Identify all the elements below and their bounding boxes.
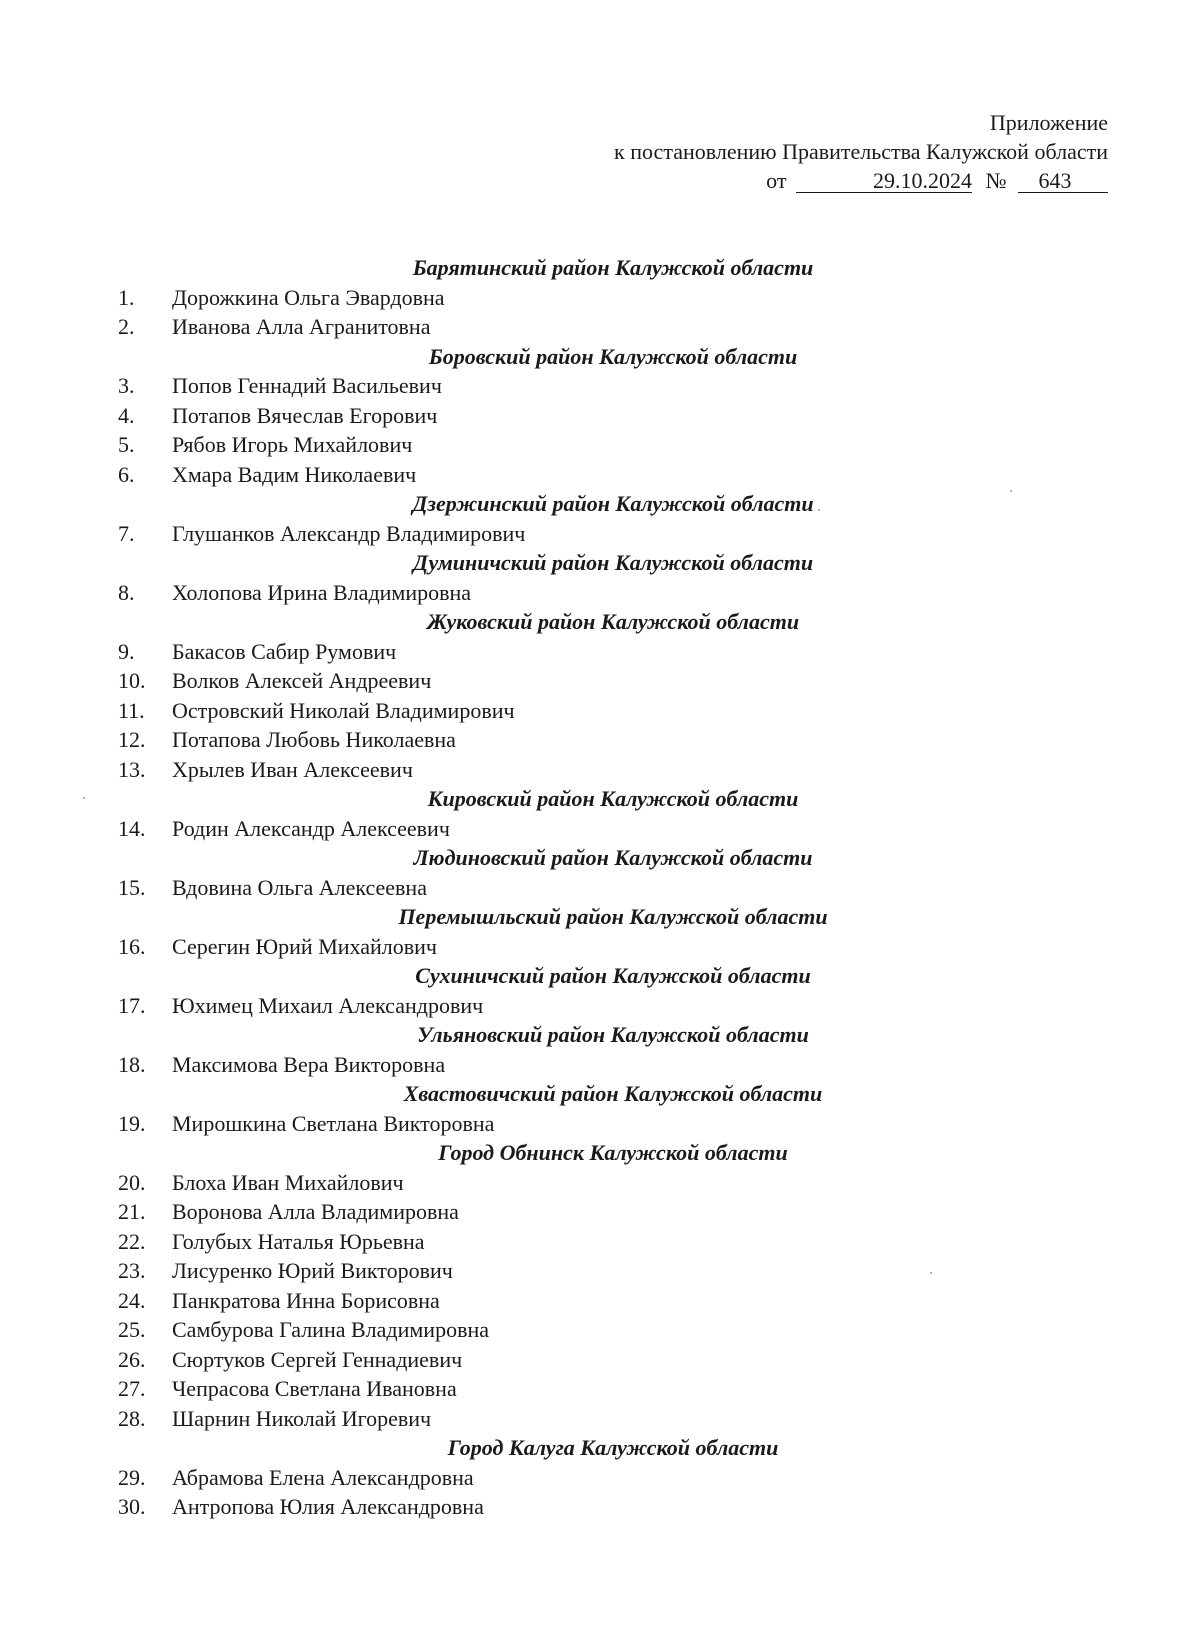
item-number: 3. xyxy=(118,373,135,398)
district-heading: Город Обнинск Калужской области xyxy=(438,1140,788,1165)
list-item xyxy=(118,1404,1018,1434)
item-number: 6. xyxy=(118,461,135,487)
decree-reference: к постановлению Правительства Калужской области xyxy=(614,139,1108,164)
item-number: 27. xyxy=(118,1376,146,1401)
district-heading: Людиновский район Калужской области xyxy=(413,845,813,870)
district-heading: Боровский район Калужской области xyxy=(428,343,798,369)
item-number: 26. xyxy=(118,1346,146,1372)
list-item xyxy=(118,1286,1018,1316)
person-name: Максимова Вера Викторовна xyxy=(172,1051,446,1077)
item-number: 18. xyxy=(118,1051,146,1077)
person-name: Потапов Вячеслав Егорович xyxy=(172,402,438,428)
item-number: 7. xyxy=(118,520,135,546)
person-name: Лисуренко Юрий Викторович xyxy=(172,1258,453,1283)
list-item xyxy=(118,814,1018,844)
person-name: Волков Алексей Андреевич xyxy=(172,668,432,693)
list-item xyxy=(118,519,1018,549)
district-heading: Думиничский район Калужской области xyxy=(412,550,814,575)
item-number: 21. xyxy=(118,1199,146,1224)
person-name: Самбурова Галина Владимировна xyxy=(172,1317,490,1342)
person-name: Островский Николай Владимирович xyxy=(172,697,515,723)
list-item xyxy=(118,932,1018,962)
list-item xyxy=(118,1227,1018,1257)
item-number: 11. xyxy=(118,697,145,723)
person-name: Попов Геннадий Васильевич xyxy=(172,373,442,398)
person-name: Потапова Любовь Николаевна xyxy=(172,727,456,752)
list-item xyxy=(118,1463,1018,1493)
district-heading: Дзержинский район Калужской области xyxy=(412,491,814,516)
list-item xyxy=(118,725,1018,755)
item-number: 22. xyxy=(118,1228,146,1254)
person-name: Блоха Иван Михайлович xyxy=(172,1169,404,1195)
item-number: 12. xyxy=(118,727,146,752)
item-number: 15. xyxy=(118,874,146,900)
district-heading: Перемышльский район Калужской области xyxy=(398,904,828,929)
district-heading: Кировский район Калужской области xyxy=(427,786,799,811)
list-item xyxy=(118,1168,1018,1198)
item-number: 28. xyxy=(118,1405,146,1431)
item-number: 20. xyxy=(118,1169,146,1195)
list-item xyxy=(118,1256,1018,1286)
list-item xyxy=(118,460,1018,490)
item-number: 23. xyxy=(118,1258,146,1283)
list-item xyxy=(118,371,1018,401)
list-item xyxy=(118,1374,1018,1404)
list-item xyxy=(118,991,1018,1021)
item-number: 10. xyxy=(118,668,146,693)
item-number: 30. xyxy=(118,1494,146,1519)
person-name: Юхимец Михаил Александрович xyxy=(172,992,484,1018)
person-name: Антропова Юлия Александровна xyxy=(172,1494,484,1519)
scan-speck xyxy=(1010,490,1012,492)
list-item xyxy=(118,666,1018,696)
list-item xyxy=(118,1197,1018,1227)
item-number: 4. xyxy=(118,402,135,428)
list-item xyxy=(118,312,1018,342)
item-number: 9. xyxy=(118,638,135,664)
person-name: Дорожкина Ольга Эвардовна xyxy=(172,284,445,310)
document-header xyxy=(614,108,1108,195)
person-name: Родин Александр Алексеевич xyxy=(172,815,450,841)
item-number: 29. xyxy=(118,1464,146,1490)
list-item xyxy=(118,1492,1018,1522)
person-name: Воронова Алла Владимировна xyxy=(172,1199,459,1224)
person-name: Холопова Ирина Владимировна xyxy=(172,579,472,605)
list-item xyxy=(118,401,1018,431)
item-number: 14. xyxy=(118,815,146,841)
item-number: 8. xyxy=(118,579,135,605)
item-number: 16. xyxy=(118,933,146,959)
item-number: 13. xyxy=(118,756,146,782)
list-item xyxy=(118,873,1018,903)
number-label: № xyxy=(985,168,1007,193)
person-name: Шарнин Николай Игоревич xyxy=(172,1405,432,1431)
decree-number: 643 xyxy=(1018,170,1108,193)
scan-speck xyxy=(930,1272,932,1274)
item-number: 24. xyxy=(118,1287,146,1313)
item-number: 17. xyxy=(118,992,146,1018)
district-heading: Город Калуга Калужской области xyxy=(447,1435,779,1460)
list-item xyxy=(118,1345,1018,1375)
list-item xyxy=(118,637,1018,667)
person-name: Голубых Наталья Юрьевна xyxy=(172,1228,425,1254)
list-item xyxy=(118,283,1018,313)
list-item xyxy=(118,755,1018,785)
item-number: 2. xyxy=(118,314,135,339)
date-label: от xyxy=(766,168,787,193)
appendix-title: Приложение xyxy=(989,110,1108,135)
person-name: Хмара Вадим Николаевич xyxy=(172,461,417,487)
scan-speck xyxy=(83,797,85,799)
person-name: Чепрасова Светлана Ивановна xyxy=(172,1376,457,1401)
item-number: 25. xyxy=(118,1317,146,1342)
district-heading: Сухиничский район Калужской области xyxy=(415,963,811,988)
list-item xyxy=(118,696,1018,726)
list-item xyxy=(118,1109,1018,1139)
list-item xyxy=(118,578,1018,608)
item-number: 19. xyxy=(118,1110,146,1136)
item-number: 1. xyxy=(118,284,135,310)
date-number-line xyxy=(614,166,1108,195)
list-item xyxy=(118,1315,1018,1345)
person-name: Глушанков Александр Владимирович xyxy=(172,520,526,546)
district-heading: Ульяновский район Калужской области xyxy=(417,1022,809,1047)
item-number: 5. xyxy=(118,432,135,457)
person-name: Вдовина Ольга Алексеевна xyxy=(172,874,427,900)
person-name: Рябов Игорь Михайлович xyxy=(172,432,413,457)
person-name: Сюртуков Сергей Геннадиевич xyxy=(172,1346,463,1372)
district-heading: Барятинский район Калужской области xyxy=(412,255,814,280)
recipients-list xyxy=(118,253,1018,1522)
person-name: Серегин Юрий Михайлович xyxy=(172,933,437,959)
person-name: Бакасов Сабир Румович xyxy=(172,638,397,664)
person-name: Панкратова Инна Борисовна xyxy=(172,1287,440,1313)
district-heading: Хвастовичский район Калужской области xyxy=(403,1081,823,1106)
decree-date: 29.10.2024 xyxy=(796,170,972,193)
scan-speck xyxy=(818,509,820,511)
list-item xyxy=(118,430,1018,460)
person-name: Мирошкина Светлана Викторовна xyxy=(172,1110,495,1136)
person-name: Хрылев Иван Алексеевич xyxy=(172,756,413,782)
person-name: Иванова Алла Агранитовна xyxy=(172,314,431,339)
district-heading: Жуковский район Калужской области xyxy=(426,609,800,634)
list-item xyxy=(118,1050,1018,1080)
person-name: Абрамова Елена Александровна xyxy=(172,1464,474,1490)
